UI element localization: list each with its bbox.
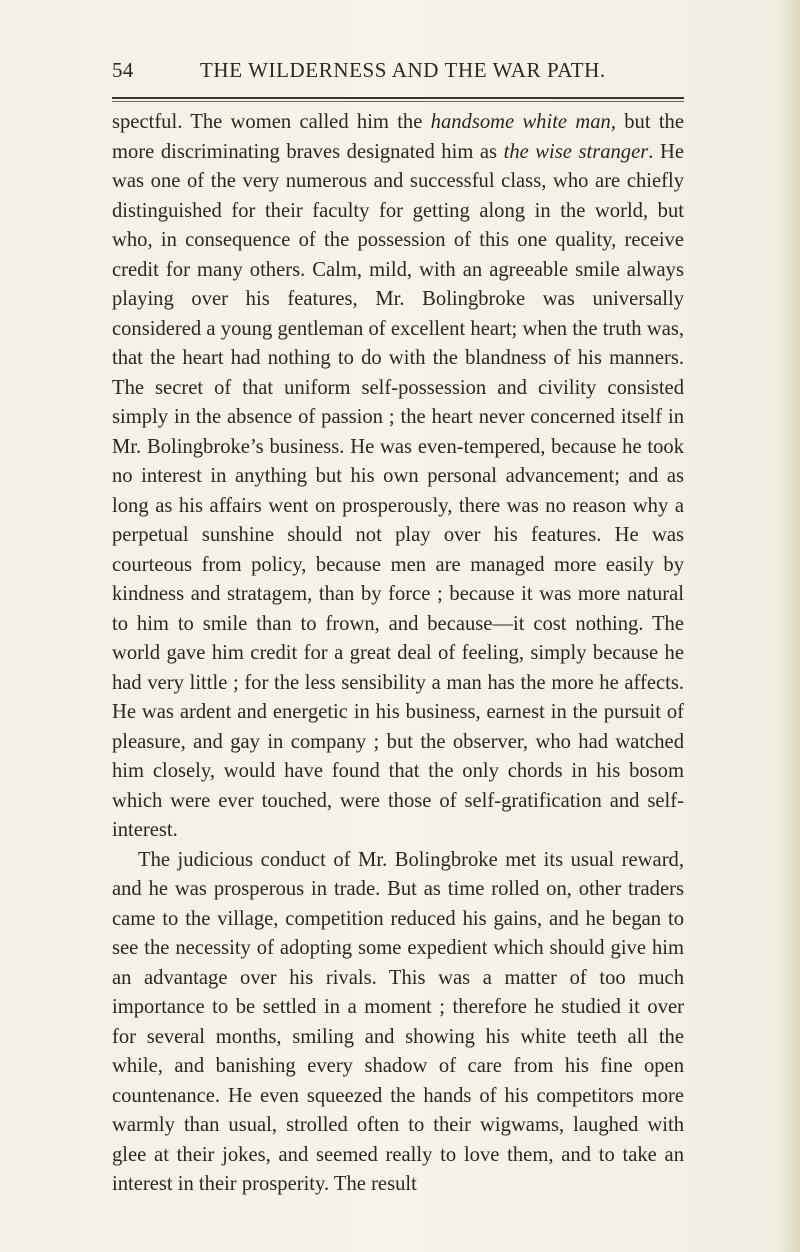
paragraph [112,108,684,846]
header-rule [112,97,684,99]
page-number: 54 [112,58,134,82]
paragraph [112,846,684,1200]
header-rule-thin [112,101,684,102]
italic-phrase: the wise stranger [503,140,649,163]
page-header [112,56,686,86]
text-segment: , but the more discriminating braves designated him as [112,111,684,163]
text-segment: The judicious conduct of Mr. Bolingbroke met its usual reward, and he was prosperous in trade. But as time rolled on, other traders came to the village, competition reduced his gains, and he began to see the necessity of adopting some expedient which should give him an advantage over his rivals. This was a matter of too much importance to be settled in a moment ; therefore he studied it over for several months, smiling and showing his white teeth all the while, and banishing every shadow of care from his fine open countenance. He even squeezed the hands of his competitors more warmly than usual, strolled often to their wigwams, laughed with glee at their jokes, and seemed really to love them, and to take an interest in their prosperity. The result [112,848,684,1195]
text-segment: . He was one of the very numerous and successful class, who are chiefly distinguished for their faculty for getting along in the world, but who, in consequence of the possession of this one quality, receive credit for many others. Calm, mild, with an agreeable smile always playing over his features, Mr. Bolingbroke was universally considered a young gentleman of excellent heart; when the truth was, that the heart had nothing to do with the blandness of his manners. The secret of that uniform self-possession and civility consisted simply in the absence of passion ; the heart never concerned itself in Mr. Bolingbroke’s business. He was even-tempered, because he took no interest in anything but his own personal advancement; and as long as his affairs went on prosperously, there was no reason why a perpetual sunshine should not play over his features. He was courteous from policy, because men are managed more easily by kindness and stratagem, than by force ; because it was more natural to him to smile than to frown, and because—it cost nothing. The world gave him credit for a great deal of feeling, simply because he had very little ; for the less sensibility a man has the more he affects. He was ardent and energetic in his business, earnest in the pursuit of pleasure, and gay in company ; but the observer, who had watched him closely, would have found that the only chords in his bosom which were ever touched, were those of self-gratification and self-interest. [112,140,684,841]
body-text [112,108,684,1200]
page-edge-shadow [778,0,800,1252]
text-segment: spectful. The women called him the [112,111,431,133]
running-title: THE WILDERNESS AND THE WAR PATH. [200,58,606,82]
italic-phrase: handsome white man [430,111,611,133]
